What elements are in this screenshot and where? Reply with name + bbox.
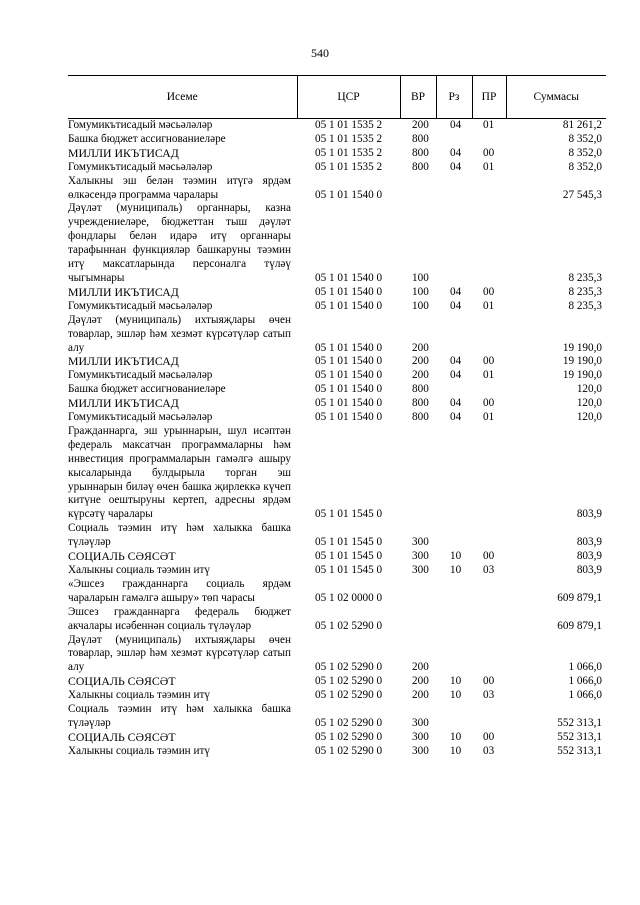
header-pr: ПР — [472, 76, 506, 119]
cell-rz: 10 — [450, 550, 462, 563]
cell-name: МИЛЛИ ИКЪТИСАД — [68, 396, 179, 411]
cell-pr: 03 — [483, 689, 495, 702]
table-row — [68, 300, 606, 314]
cell-csr: 05 1 01 1540 0 — [315, 383, 383, 396]
cell-vr — [400, 425, 436, 522]
cell-vr: 800 — [412, 397, 429, 410]
cell-csr: 05 1 01 1540 0 — [315, 188, 383, 201]
cell-csr: 05 1 01 1535 2 — [315, 119, 383, 131]
cell-vr: 100 — [412, 271, 429, 284]
cell-vr — [400, 175, 436, 203]
cell-sum: 27 545,3 — [562, 188, 602, 201]
cell-rz: 04 — [450, 369, 462, 382]
cell-pr: 00 — [483, 355, 495, 368]
cell-name: Башка бюджет ассигнованиеләре — [68, 383, 226, 396]
cell-pr — [472, 133, 506, 147]
cell-rz: 04 — [450, 146, 462, 159]
cell-pr: 01 — [483, 119, 495, 131]
table-row — [68, 119, 606, 133]
cell-csr: 05 1 01 1535 2 — [315, 160, 383, 173]
cell-name: Эшсез гражданнарга федераль бюджет акчалары исәбеннән социаль түләүләр — [68, 605, 291, 632]
cell-vr: 300 — [412, 564, 429, 576]
cell-sum: 609 879,1 — [557, 591, 602, 604]
table-row — [68, 133, 606, 147]
cell-rz: 04 — [450, 397, 462, 410]
cell-pr: 01 — [483, 299, 495, 312]
cell-name: Дәүләт (муниципаль) органнары, казна учреждениеләре, бюджеттан тыш дәүләт фондлары белән идарә итү органнары тарафыннан функцияләр башкаруны тәэмин итү максатларында персоналга түләү чыгымнары — [68, 202, 291, 284]
cell-rz — [436, 634, 472, 676]
cell-pr — [472, 522, 506, 550]
cell-rz — [436, 606, 472, 634]
cell-rz — [436, 133, 472, 147]
table-row — [68, 578, 606, 606]
cell-name: Дәүләт (муниципаль) ихтыяҗлары өчен товарлар, эшләр һәм хезмәт күрсәтүләр сатып алу — [68, 313, 291, 354]
cell-pr: 01 — [483, 160, 495, 173]
cell-rz — [436, 202, 472, 285]
cell-vr: 200 — [412, 661, 429, 674]
cell-vr: 200 — [412, 369, 429, 382]
cell-name: «Эшсез гражданнарга социаль ярдәм чараларын гамәлгә ашыру» төп чарасы — [68, 577, 291, 604]
table-row — [68, 286, 606, 300]
cell-csr: 05 1 01 1540 0 — [315, 271, 383, 284]
header-vr: ВР — [400, 76, 436, 119]
page-number: 540 — [311, 46, 329, 60]
cell-rz: 04 — [450, 299, 462, 312]
cell-vr — [400, 606, 436, 634]
cell-name: СОЦИАЛЬ СӘЯСӘТ — [68, 674, 176, 689]
table-row — [68, 731, 606, 745]
cell-name: Дәүләт (муниципаль) ихтыяҗлары өчен товарлар, эшләр һәм хезмәт күрсәтүләр сатып алу — [68, 633, 291, 674]
cell-sum: 8 352,0 — [568, 160, 602, 173]
header-name: Исеме — [68, 76, 297, 119]
cell-name: МИЛЛИ ИКЪТИСАД — [68, 354, 179, 369]
cell-rz: 10 — [450, 675, 462, 688]
table-row — [68, 703, 606, 731]
cell-sum: 120,0 — [576, 397, 602, 410]
cell-csr: 05 1 02 5290 0 — [315, 661, 383, 674]
cell-csr: 05 1 01 1540 0 — [315, 411, 383, 424]
cell-vr: 800 — [412, 160, 429, 173]
cell-csr: 05 1 02 5290 0 — [315, 716, 383, 729]
table-row — [68, 383, 606, 397]
cell-rz: 04 — [450, 160, 462, 173]
cell-pr — [472, 634, 506, 676]
cell-name: Халыкны социаль тәэмин итү — [68, 744, 210, 757]
table-row — [68, 522, 606, 550]
cell-sum: 19 190,0 — [562, 341, 602, 354]
cell-pr: 03 — [483, 564, 495, 576]
cell-name: Социаль тәэмин итү һәм халыкка башка түләүләр — [68, 703, 291, 729]
cell-vr: 300 — [412, 744, 429, 757]
cell-name: Гомумикътисадый мәсьәләләр — [68, 369, 213, 382]
cell-csr: 05 1 01 1540 0 — [315, 397, 383, 410]
cell-pr — [472, 202, 506, 285]
cell-name: Социаль тәэмин итү һәм халыкка башка түләүләр — [68, 522, 291, 549]
table-row — [68, 689, 606, 703]
cell-sum: 552 313,1 — [557, 730, 602, 743]
cell-rz: 04 — [450, 411, 462, 424]
cell-sum: 1 066,0 — [568, 689, 602, 702]
cell-csr: 05 1 02 5290 0 — [315, 619, 383, 632]
cell-rz: 10 — [450, 564, 462, 576]
table-row — [68, 411, 606, 425]
cell-pr — [472, 175, 506, 203]
cell-name: Гомумикътисадый мәсьәләләр — [68, 160, 213, 173]
cell-sum: 1 066,0 — [568, 661, 602, 674]
cell-pr — [472, 425, 506, 522]
table-row — [68, 634, 606, 676]
cell-pr: 01 — [483, 369, 495, 382]
cell-sum: 803,9 — [576, 536, 602, 549]
table-row — [68, 745, 606, 759]
cell-name: Халыкны социаль тәэмин итү — [68, 689, 210, 702]
cell-vr: 300 — [412, 536, 429, 549]
cell-rz — [436, 425, 472, 522]
cell-name: Гражданнарга, эш урыннарын, шул исәптән федераль максатчан программаларны һәм инвестиция программаларын гамәлгә ашыру кысаларында булдырыла торган эш урыннарын биләү өчен башка җирлеккә күчеп китүне оештыруны кертеп, адресны ярдәм күрсәтү чаралары — [68, 424, 291, 521]
cell-rz — [436, 383, 472, 397]
table-row — [68, 369, 606, 383]
cell-vr: 200 — [412, 689, 429, 702]
cell-name: Гомумикътисадый мәсьәләләр — [68, 299, 213, 312]
cell-pr — [472, 314, 506, 356]
table-row — [68, 675, 606, 689]
cell-vr: 800 — [412, 146, 429, 159]
cell-pr: 00 — [483, 550, 495, 563]
cell-rz: 10 — [450, 689, 462, 702]
cell-sum: 552 313,1 — [557, 716, 602, 729]
cell-csr: 05 1 02 5290 0 — [315, 744, 383, 757]
table-row — [68, 606, 606, 634]
cell-sum: 8 352,0 — [568, 146, 602, 159]
cell-rz: 10 — [450, 730, 462, 743]
cell-csr: 05 1 01 1545 0 — [315, 564, 383, 576]
cell-sum: 552 313,1 — [557, 744, 602, 757]
cell-name: МИЛЛИ ИКЪТИСАД — [68, 284, 179, 299]
table-row — [68, 314, 606, 356]
cell-pr: 01 — [483, 411, 495, 424]
cell-csr: 05 1 01 1540 0 — [315, 369, 383, 382]
cell-sum: 120,0 — [576, 383, 602, 396]
cell-rz — [436, 703, 472, 731]
cell-name: Гомумикътисадый мәсьәләләр — [68, 119, 213, 131]
table-row — [68, 175, 606, 203]
cell-vr: 300 — [412, 716, 429, 729]
cell-vr — [400, 578, 436, 606]
cell-vr: 100 — [412, 299, 429, 312]
cell-csr: 05 1 02 5290 0 — [315, 730, 383, 743]
table-row — [68, 161, 606, 175]
table-row — [68, 397, 606, 411]
cell-vr: 200 — [412, 675, 429, 688]
cell-pr — [472, 703, 506, 731]
table-row — [68, 202, 606, 285]
cell-rz — [436, 175, 472, 203]
table-header — [68, 75, 606, 119]
cell-sum: 1 066,0 — [568, 675, 602, 688]
cell-name: МИЛЛИ ИКЪТИСАД — [68, 145, 179, 160]
cell-pr: 03 — [483, 744, 495, 757]
header-rz: Рз — [436, 76, 472, 119]
cell-rz: 04 — [450, 355, 462, 368]
table-row — [68, 147, 606, 161]
table-row — [68, 355, 606, 369]
cell-pr: 00 — [483, 146, 495, 159]
cell-csr: 05 1 01 1540 0 — [315, 341, 383, 354]
cell-rz — [436, 522, 472, 550]
cell-sum: 19 190,0 — [562, 369, 602, 382]
cell-rz: 10 — [450, 744, 462, 757]
cell-vr: 200 — [412, 355, 429, 368]
cell-vr: 800 — [412, 383, 429, 396]
cell-vr: 200 — [412, 341, 429, 354]
cell-sum: 8 235,3 — [568, 285, 602, 298]
cell-sum: 803,9 — [576, 550, 602, 563]
cell-sum: 609 879,1 — [557, 619, 602, 632]
cell-csr: 05 1 01 1540 0 — [315, 355, 383, 368]
cell-sum: 81 261,2 — [562, 119, 602, 131]
cell-pr — [472, 383, 506, 397]
cell-pr: 00 — [483, 397, 495, 410]
cell-csr: 05 1 01 1540 0 — [315, 285, 383, 298]
cell-pr: 00 — [483, 675, 495, 688]
cell-pr: 00 — [483, 285, 495, 298]
cell-sum: 8 235,3 — [568, 271, 602, 284]
cell-csr: 05 1 01 1545 0 — [315, 536, 383, 549]
cell-vr: 100 — [412, 285, 429, 298]
cell-name: Халыкны социаль тәэмин итү — [68, 564, 210, 576]
budget-table — [68, 119, 606, 759]
cell-csr: 05 1 01 1535 2 — [315, 146, 383, 159]
cell-vr: 200 — [412, 119, 429, 131]
cell-rz: 04 — [450, 285, 462, 298]
cell-csr: 05 1 01 1545 0 — [315, 550, 383, 563]
cell-csr: 05 1 02 5290 0 — [315, 675, 383, 688]
cell-sum: 19 190,0 — [562, 355, 602, 368]
header-csr: ЦСР — [297, 76, 400, 119]
table-row — [68, 425, 606, 522]
cell-csr: 05 1 01 1545 0 — [315, 508, 383, 521]
cell-name: Халыкны эш белән тәэмин итүгә ярдәм өлкәсендә программа чаралары — [68, 174, 291, 201]
cell-name: СОЦИАЛЬ СӘЯСӘТ — [68, 549, 176, 564]
cell-rz — [436, 314, 472, 356]
cell-rz: 04 — [450, 119, 462, 131]
cell-pr — [472, 578, 506, 606]
cell-sum: 120,0 — [576, 411, 602, 424]
cell-sum: 8 352,0 — [568, 132, 602, 145]
table-row — [68, 564, 606, 578]
cell-vr: 800 — [412, 132, 429, 145]
cell-pr: 00 — [483, 730, 495, 743]
cell-name: Гомумикътисадый мәсьәләләр — [68, 411, 213, 424]
cell-sum: 8 235,3 — [568, 299, 602, 312]
cell-vr: 800 — [412, 411, 429, 424]
cell-sum: 803,9 — [576, 508, 602, 521]
cell-pr — [472, 606, 506, 634]
cell-csr: 05 1 02 0000 0 — [315, 591, 383, 604]
cell-csr: 05 1 01 1535 2 — [315, 132, 383, 145]
cell-sum: 803,9 — [576, 564, 602, 576]
cell-csr: 05 1 01 1540 0 — [315, 299, 383, 312]
cell-vr: 300 — [412, 550, 429, 563]
cell-vr: 300 — [412, 730, 429, 743]
header-sum: Суммасы — [506, 76, 606, 119]
table-row — [68, 550, 606, 564]
cell-name: СОЦИАЛЬ СӘЯСӘТ — [68, 729, 176, 744]
cell-csr: 05 1 02 5290 0 — [315, 689, 383, 702]
cell-rz — [436, 578, 472, 606]
cell-name: Башка бюджет ассигнованиеләре — [68, 132, 226, 145]
